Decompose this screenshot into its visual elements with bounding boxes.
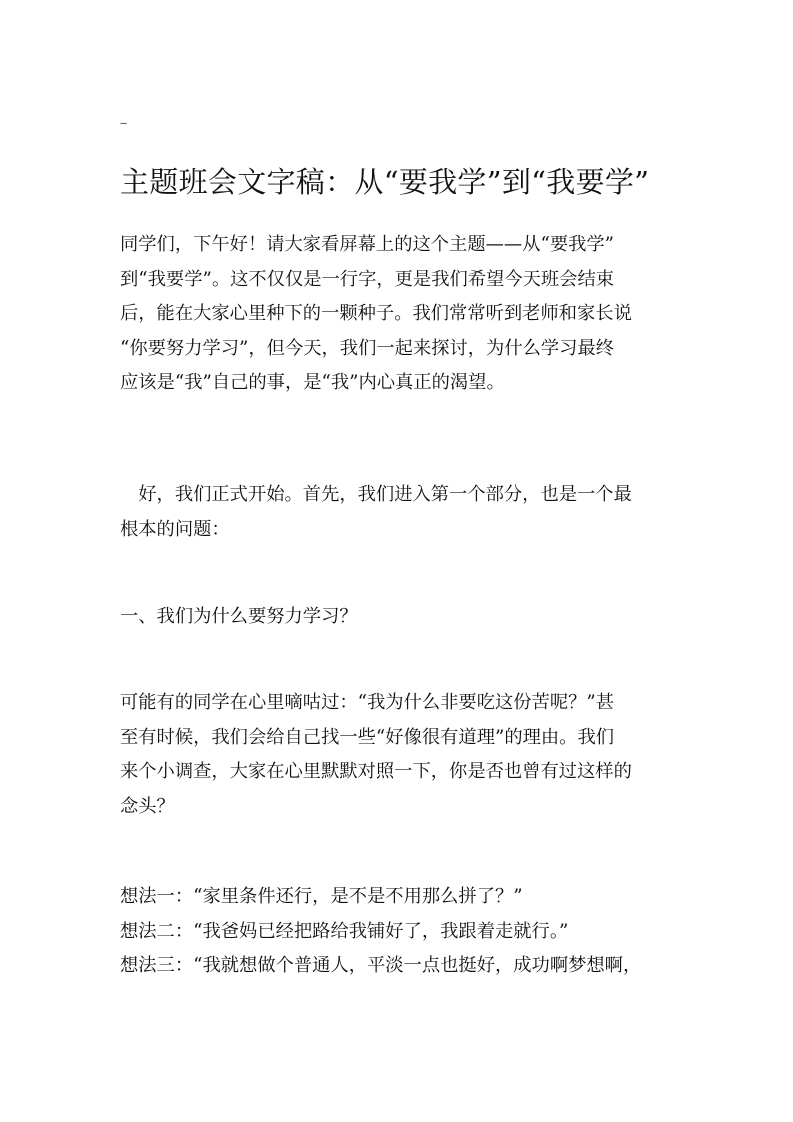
text-line: “你要努力学习”，但今天，我们一起来探讨，为什么学习最终: [120, 337, 615, 359]
paragraph-intro: [120, 228, 680, 401]
document-title: 主题班会文字稿：从“要我学”到“我要学”: [120, 165, 650, 199]
text-line: 根本的问题：: [120, 518, 230, 540]
text-line: 至有时候，我们会给自己找一些“好像很有道理”的理由。我们: [120, 726, 615, 748]
text-line: 好，我们正式开始。首先，我们进入第一个部分，也是一个最: [120, 484, 632, 505]
text-line: 念头？: [120, 795, 175, 817]
paragraph-start: [120, 478, 680, 547]
text-line: 到“我要学”。这不仅仅是一行字，更是我们希望今天班会结束: [120, 268, 615, 290]
text-line: 来个小调查，大家在心里默默对照一下，你是否也曾有过这样的: [120, 761, 632, 782]
paragraph-survey: [120, 686, 680, 824]
text-line: 可能有的同学在心里嘀咕过：“我为什么非要吃这份苦呢？”甚: [120, 692, 615, 713]
text-line: 应该是“我”自己的事，是“我”内心真正的渴望。: [120, 372, 505, 393]
text-line: 同学们，下午好！请大家看屏幕上的这个主题——从“要我学”: [120, 234, 615, 255]
section-heading-text: 一、我们为什么要努力学习？: [120, 606, 358, 627]
thought-item: 想法一：“家里条件还行，是不是不用那么拼了？”: [120, 886, 523, 907]
thought-item: 想法二：“我爸妈已经把路给我铺好了，我跟着走就行。”: [120, 920, 569, 942]
paragraph-thoughts: [120, 880, 680, 984]
section-heading: [120, 600, 680, 635]
thought-item: 想法三：“我就想做个普通人，平淡一点也挺好，成功啊梦想啊，: [120, 955, 642, 976]
header-mark: ---: [120, 119, 127, 129]
text-line: 后，能在大家心里种下的一颗种子。我们常常听到老师和家长说: [120, 303, 632, 324]
